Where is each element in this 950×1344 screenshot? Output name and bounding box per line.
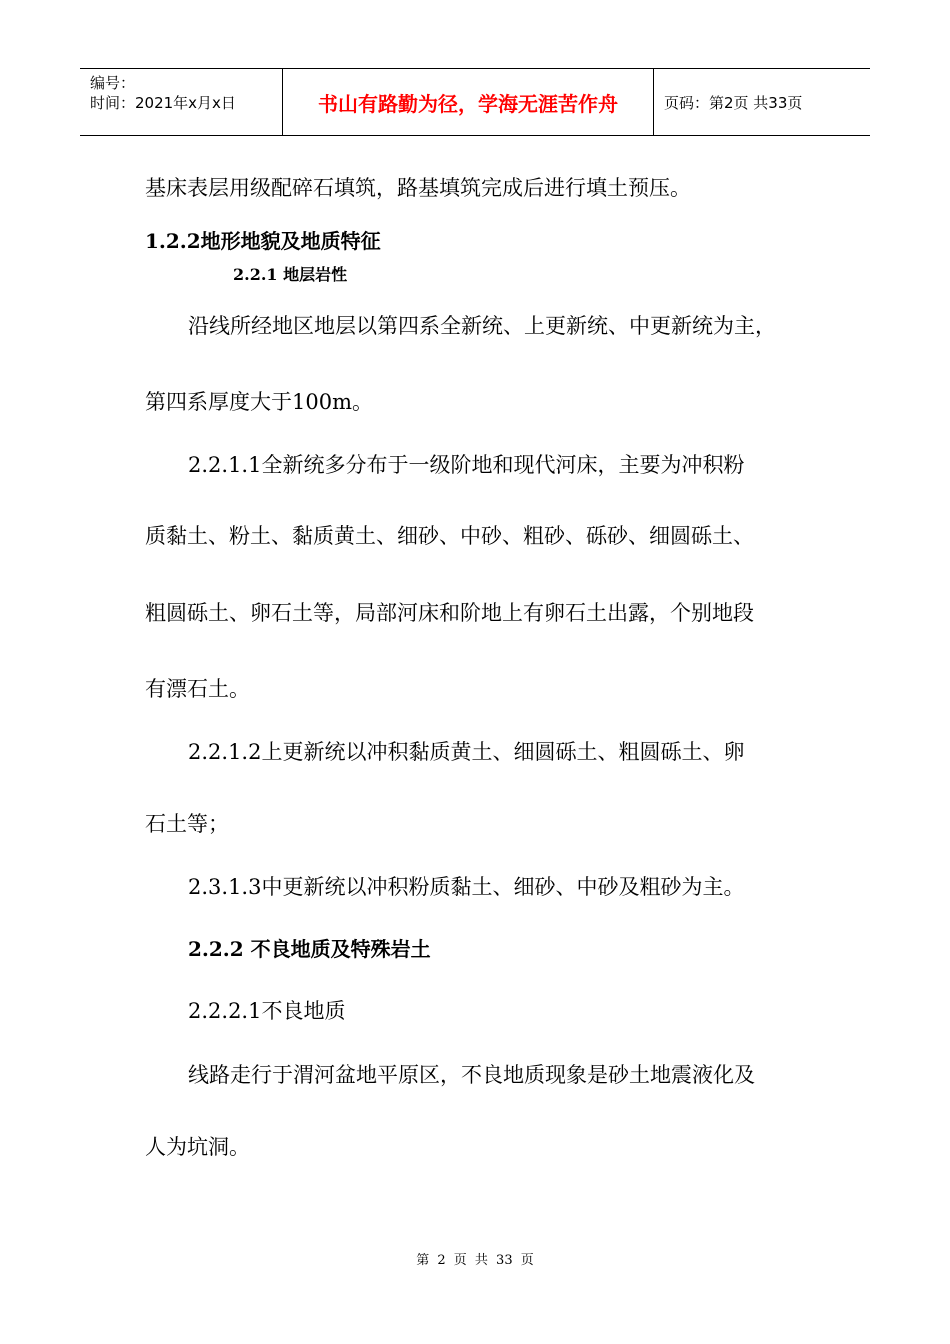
section-heading-1-2-2: 1.2.2地形地貌及地质特征 bbox=[145, 229, 381, 253]
paragraph-line: 2.2.1.1全新统多分布于一级阶地和现代河床，主要为冲积粉 bbox=[188, 453, 745, 477]
paragraph-line: 有漂石土。 bbox=[145, 677, 250, 701]
header-meta bbox=[80, 69, 282, 135]
paragraph-line: 沿线所经地区地层以第四系全新统、上更新统、中更新统为主， bbox=[188, 314, 776, 338]
paragraph-line: 2.3.1.3中更新统以冲积粉质黏土、细砂、中砂及粗砂为主。 bbox=[188, 875, 745, 899]
paragraph-line: 第四系厚度大于100m。 bbox=[145, 390, 373, 414]
time-label: 时间：2021年x月x日 bbox=[90, 94, 236, 112]
paragraph-line: 石土等； bbox=[145, 812, 229, 836]
paragraph-line: 2.2.1.2上更新统以冲积黏质黄土、细圆砾土、粗圆砾土、卵 bbox=[188, 740, 745, 764]
paragraph-line: 质黏土、粉土、黏质黄土、细砂、中砂、粗砂、砾砂、细圆砾土、 bbox=[145, 524, 754, 548]
subsection-heading-2-2-2-1: 2.2.2.1不良地质 bbox=[188, 999, 346, 1023]
body-line: 基床表层用级配碎石填筑，路基填筑完成后进行填土预压。 bbox=[145, 176, 691, 200]
paragraph-line: 人为坑洞。 bbox=[145, 1135, 250, 1159]
header-motto: 书山有路勤为径，学海无涯苦作舟 bbox=[282, 69, 654, 135]
number-label: 编号： bbox=[90, 74, 136, 92]
subsection-heading-2-2-1: 2.2.1 地层岩性 bbox=[233, 265, 348, 284]
page-footer: 第 2 页 共 33 页 bbox=[416, 1253, 534, 1268]
paragraph-line: 粗圆砾土、卵石土等，局部河床和阶地上有卵石土出露，个别地段 bbox=[145, 601, 754, 625]
subsection-heading-2-2-2: 2.2.2 不良地质及特殊岩土 bbox=[188, 937, 431, 961]
header-page-info: 页码：第2页 共33页 bbox=[664, 93, 803, 112]
paragraph-line: 线路走行于渭河盆地平原区，不良地质现象是砂土地震液化及 bbox=[188, 1063, 755, 1087]
document-header bbox=[80, 68, 870, 136]
